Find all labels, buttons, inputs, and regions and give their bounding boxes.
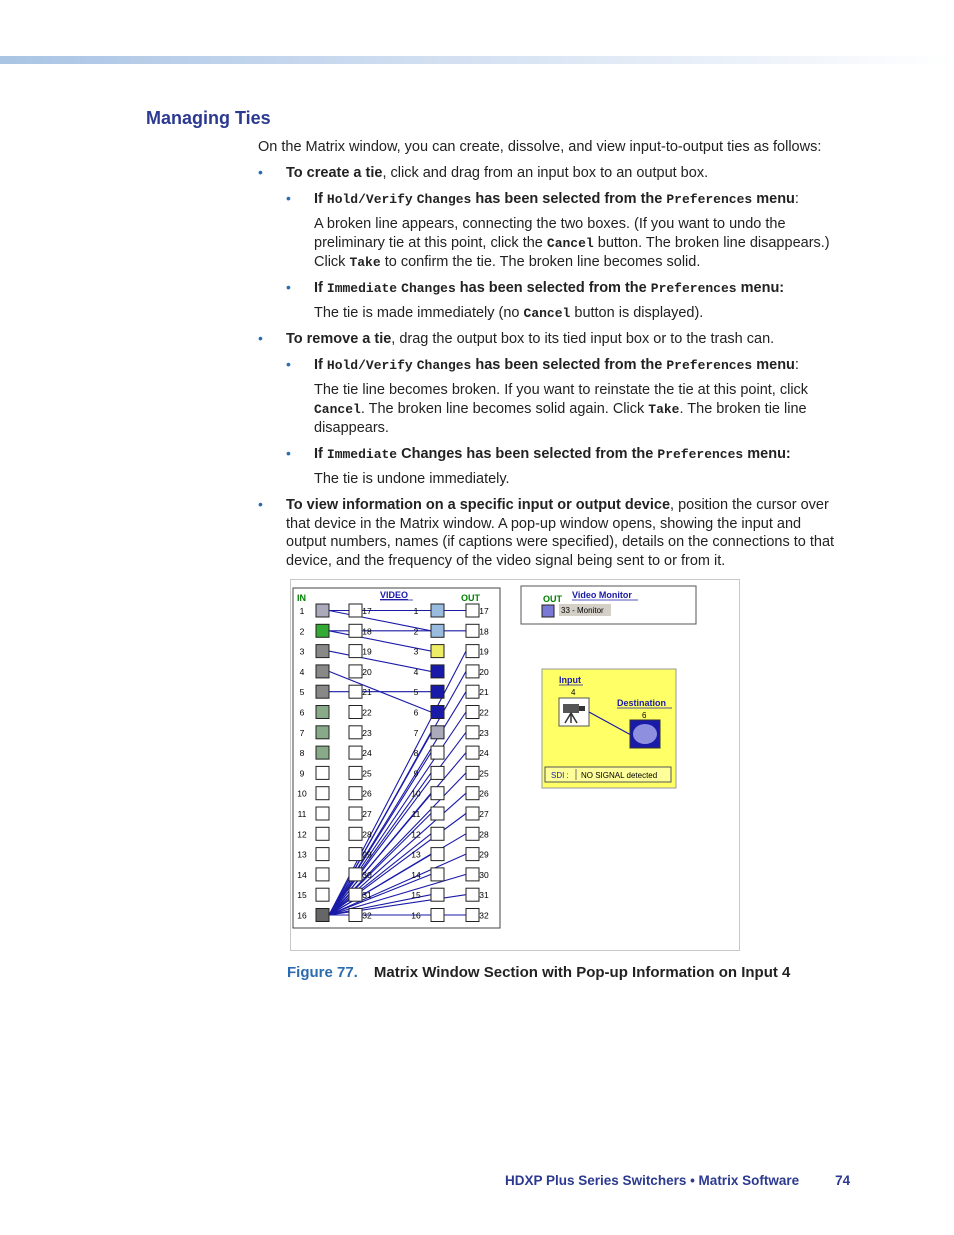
input-port-box[interactable] <box>349 746 362 759</box>
output-port-box[interactable] <box>431 624 444 637</box>
create-holdverify-heading: If Hold/Verify Changes has been selected from the Preferences menu: <box>314 191 799 207</box>
port-number: 4 <box>299 666 305 677</box>
port-number: 15 <box>297 890 307 901</box>
input-port-box[interactable] <box>349 909 362 922</box>
port-number: 9 <box>413 768 419 779</box>
create-holdverify-desc-3: Click Take to confirm the tie. The broken line becomes solid. <box>314 254 701 270</box>
port-number: 19 <box>362 646 372 657</box>
input-port-box[interactable] <box>316 766 329 779</box>
input-port-box[interactable] <box>349 726 362 739</box>
port-number: 15 <box>411 890 421 901</box>
remove-holdverify-desc-3: disappears. <box>314 420 389 436</box>
input-port-box[interactable] <box>349 868 362 881</box>
port-number: 25 <box>362 768 372 779</box>
port-number: 8 <box>299 748 305 759</box>
bullet-icon: • <box>258 330 263 346</box>
popup-destination-num: 6 <box>642 711 647 720</box>
input-port-box[interactable] <box>349 645 362 658</box>
port-number: 11 <box>297 809 307 819</box>
create-holdverify-desc-1: A broken line appears, connecting the two boxes. (If you want to undo the <box>314 216 786 232</box>
port-number: 23 <box>362 727 372 738</box>
output-port-box[interactable] <box>466 868 479 881</box>
input-port-box[interactable] <box>349 706 362 719</box>
input-port-box[interactable] <box>316 909 329 922</box>
output-port-box[interactable] <box>466 624 479 637</box>
create-immediate-desc: The tie is made immediately (no Cancel button is displayed). <box>314 305 704 321</box>
input-port-box[interactable] <box>349 848 362 861</box>
input-port-box[interactable] <box>316 665 329 678</box>
input-port-box[interactable] <box>316 807 329 820</box>
input-port-box[interactable] <box>316 848 329 861</box>
output-port-box[interactable] <box>431 746 444 759</box>
port-number: 9 <box>299 768 305 779</box>
remove-tie-item <box>286 330 774 349</box>
output-port-box[interactable] <box>466 604 479 617</box>
output-port-box[interactable] <box>431 848 444 861</box>
create-immediate-heading: If Immediate Changes has been selected from the Preferences menu: <box>314 280 785 296</box>
port-number: 25 <box>479 768 489 779</box>
port-number: 31 <box>362 890 372 901</box>
port-number: 18 <box>479 626 489 637</box>
input-port-box[interactable] <box>349 685 362 698</box>
port-number: 7 <box>299 727 305 738</box>
view-info-line-3: output numbers, names (if captions were specified), details on the connections to that <box>286 534 835 550</box>
port-number: 28 <box>362 829 372 840</box>
output-port-box[interactable] <box>431 807 444 820</box>
figure-number: Figure 77. <box>287 964 358 981</box>
create-tie-item <box>286 164 708 183</box>
figure-caption-text: Matrix Window Section with Pop-up Information on Input 4 <box>373 964 791 981</box>
create-holdverify-desc-2: preliminary tie at this point, click the Cancel button. The broken line disappears.) <box>314 235 830 251</box>
popup-destination-label: Destination <box>617 698 667 708</box>
matrix-window-figure <box>290 579 740 951</box>
create-tie-lead: To create a tie <box>286 165 383 181</box>
matrix-window-graphic <box>291 580 739 950</box>
output-port-box[interactable] <box>466 766 479 779</box>
output-port-box[interactable] <box>466 746 479 759</box>
port-number: 26 <box>479 788 489 799</box>
output-port-box[interactable] <box>431 604 444 617</box>
port-number: 2 <box>413 626 419 637</box>
monitor-title: Video Monitor <box>572 590 632 600</box>
output-port-box[interactable] <box>431 909 444 922</box>
monitor-name: 33 - Monitor <box>561 606 604 615</box>
port-number: 1 <box>299 606 305 616</box>
port-number: 4 <box>413 666 419 677</box>
remove-immediate-desc: The tie is undone immediately. <box>314 471 510 487</box>
port-number: 21 <box>362 687 372 698</box>
output-port-box[interactable] <box>466 726 479 739</box>
output-port-box[interactable] <box>466 645 479 658</box>
bullet-icon: • <box>286 445 291 461</box>
output-port-box[interactable] <box>431 766 444 779</box>
input-port-box[interactable] <box>349 807 362 820</box>
port-number: 11 <box>411 809 421 819</box>
port-number: 17 <box>362 606 372 616</box>
input-port-box[interactable] <box>349 624 362 637</box>
input-port-box[interactable] <box>349 787 362 800</box>
port-number: 7 <box>413 727 419 738</box>
port-number: 13 <box>297 849 307 860</box>
input-port-box[interactable] <box>349 665 362 678</box>
port-number: 20 <box>362 666 372 677</box>
port-number: 18 <box>362 626 372 637</box>
remove-immediate-heading: If Immediate Changes has been selected from the Preferences menu: <box>314 446 791 462</box>
port-number: 19 <box>479 646 489 657</box>
monitor-icon <box>542 605 554 617</box>
output-port-box[interactable] <box>466 787 479 800</box>
popup-sdi-label: SDI : <box>551 771 569 780</box>
input-port-box[interactable] <box>316 624 329 637</box>
port-number: 32 <box>362 910 372 921</box>
output-port-box[interactable] <box>431 787 444 800</box>
output-port-box[interactable] <box>466 888 479 901</box>
view-info-line-4: device, and the frequency of the video signal being sent to or from it. <box>286 553 726 569</box>
output-port-box[interactable] <box>431 888 444 901</box>
port-number: 16 <box>411 910 421 921</box>
input-port-box[interactable] <box>316 726 329 739</box>
port-number: 12 <box>297 829 307 840</box>
bullet-icon: • <box>258 496 263 512</box>
port-number: 3 <box>413 646 419 657</box>
port-number: 31 <box>479 890 489 901</box>
output-port-box[interactable] <box>431 827 444 840</box>
port-number: 6 <box>299 707 305 718</box>
input-port-box[interactable] <box>316 868 329 881</box>
input-port-box[interactable] <box>349 766 362 779</box>
port-number: 5 <box>299 687 305 698</box>
port-number: 8 <box>413 748 419 759</box>
figure-caption <box>287 964 790 981</box>
port-number: 12 <box>411 829 421 840</box>
header-rule <box>0 56 954 64</box>
port-number: 5 <box>413 687 419 698</box>
input-port-box[interactable] <box>316 746 329 759</box>
in-label: IN <box>297 593 306 603</box>
monitor-out-label: OUT <box>543 594 562 604</box>
port-number: 30 <box>362 869 372 880</box>
port-number: 27 <box>479 809 489 819</box>
port-number: 22 <box>362 707 372 718</box>
intro-paragraph: On the Matrix window, you can create, dissolve, and view input-to-output ties as follows: <box>258 139 822 155</box>
input-port-box[interactable] <box>316 685 329 698</box>
port-number: 13 <box>411 849 421 860</box>
input-port-box[interactable] <box>316 888 329 901</box>
port-number: 23 <box>479 727 489 738</box>
view-info-line-2: that device in the Matrix window. A pop-up window opens, showing the input and <box>286 516 802 532</box>
output-port-box[interactable] <box>466 807 479 820</box>
port-number: 29 <box>362 849 372 860</box>
port-number: 26 <box>362 788 372 799</box>
port-number: 14 <box>297 869 307 880</box>
port-number: 22 <box>479 707 489 718</box>
create-tie-text: , click and drag from an input box to an output box. <box>382 165 709 181</box>
port-number: 3 <box>299 646 305 657</box>
output-port-box[interactable] <box>466 665 479 678</box>
output-port-box[interactable] <box>466 827 479 840</box>
port-number: 6 <box>413 707 419 718</box>
output-port-box[interactable] <box>466 706 479 719</box>
port-number: 28 <box>479 829 489 840</box>
popup-signal-status: NO SIGNAL detected <box>581 771 658 780</box>
bullet-icon: • <box>286 190 291 206</box>
port-number: 10 <box>297 788 307 799</box>
output-port-box[interactable] <box>431 706 444 719</box>
section-title: Managing Ties <box>146 108 271 128</box>
input-port-box[interactable] <box>316 645 329 658</box>
port-number: 17 <box>479 606 489 616</box>
output-port-box[interactable] <box>466 685 479 698</box>
output-port-box[interactable] <box>466 909 479 922</box>
bullet-icon: • <box>258 164 263 180</box>
remove-holdverify-desc-1: The tie line becomes broken. If you want to reinstate the tie at this point, click <box>314 382 809 398</box>
remove-holdverify-heading: If Hold/Verify Changes has been selected from the Preferences menu: <box>314 357 799 373</box>
input-port-box[interactable] <box>349 604 362 617</box>
output-port-box[interactable] <box>466 848 479 861</box>
input-port-box[interactable] <box>316 787 329 800</box>
port-number: 24 <box>479 748 489 759</box>
port-number: 24 <box>362 748 372 759</box>
output-port-box[interactable] <box>431 645 444 658</box>
input-port-box[interactable] <box>349 888 362 901</box>
page-footer <box>505 1173 850 1188</box>
port-number: 32 <box>479 910 489 921</box>
port-number: 16 <box>297 910 307 921</box>
popup-input-label: Input <box>559 675 581 685</box>
output-port-box[interactable] <box>431 665 444 678</box>
port-number: 27 <box>362 809 372 819</box>
output-port-box[interactable] <box>431 685 444 698</box>
remove-holdverify-desc-2: Cancel. The broken line becomes solid again. Click Take. The broken tie line <box>314 401 807 417</box>
output-port-box[interactable] <box>431 726 444 739</box>
video-label: VIDEO <box>380 590 409 600</box>
page-number: 74 <box>835 1173 851 1188</box>
input-port-box[interactable] <box>316 706 329 719</box>
popup-input-num: 4 <box>571 688 576 697</box>
input-port-box[interactable] <box>349 827 362 840</box>
port-number: 10 <box>411 788 421 799</box>
input-port-box[interactable] <box>316 827 329 840</box>
output-port-box[interactable] <box>431 868 444 881</box>
out-label: OUT <box>461 593 480 603</box>
camera-icon <box>559 698 589 726</box>
port-number: 30 <box>479 869 489 880</box>
monitor-screen-icon <box>630 720 660 748</box>
port-number: 1 <box>413 606 419 616</box>
bullet-icon: • <box>286 279 291 295</box>
footer-title: HDXP Plus Series Switchers • Matrix Software <box>505 1173 800 1188</box>
port-number: 29 <box>479 849 489 860</box>
remove-tie-text: , drag the output box to its tied input box or to the trash can. <box>391 331 775 347</box>
port-number: 20 <box>479 666 489 677</box>
remove-tie-lead: To remove a tie <box>286 331 392 347</box>
bullet-icon: • <box>286 356 291 372</box>
port-number: 14 <box>411 869 421 880</box>
port-number: 2 <box>299 626 305 637</box>
input-port-box[interactable] <box>316 604 329 617</box>
port-number: 21 <box>479 687 489 698</box>
view-info-line-1: To view information on a specific input or output device, position the cursor over <box>286 497 829 513</box>
